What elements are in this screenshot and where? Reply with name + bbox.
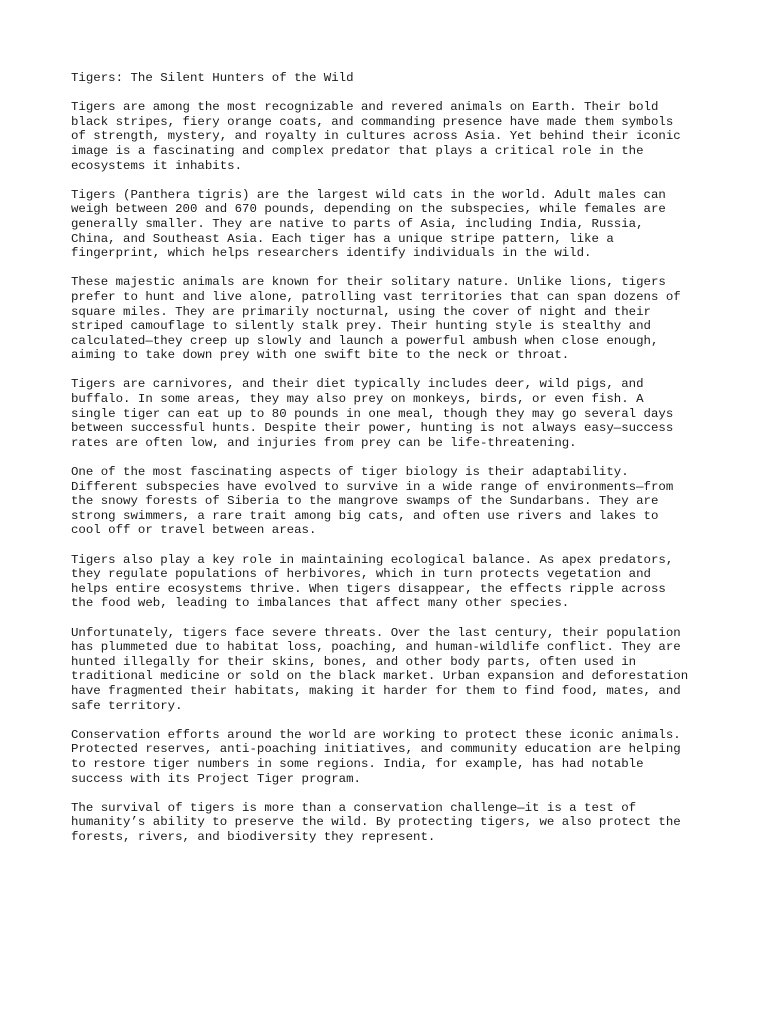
paragraph-conservation: Conservation efforts around the world are working to protect these iconic animals. Protected reserves, anti-poaching initiatives, and community education are helping to restore tiger numbers in some regions. India, for example, has had notable success with its Project Tiger program. xyxy=(71,727,681,786)
paragraph-threats: Unfortunately, tigers face severe threats. Over the last century, their population has plummeted due to habitat loss, poaching, and human-wildlife conflict. They are hunted illegally for their skins, bones, and other body parts, often used in traditional medicine or sold on the black market. Urban expansion and deforestation have fragmented their habitats, making it harder for them to find food, mates, and safe territory. xyxy=(71,625,689,713)
paragraph-conclusion: The survival of tigers is more than a conservation challenge—it is a test of humanity’s ability to preserve the wild. By protecting tigers, we also protect the forests, rivers, and biodiversity they represent. xyxy=(71,800,681,844)
paragraph-adaptability: One of the most fascinating aspects of tiger biology is their adaptability. Different subspecies have evolved to survive in a wide range of environments—from the snowy forests of Siberia to the mangrove swamps of the Sundarbans. They are strong swimmers, a rare trait among big cats, and often use rivers and lakes to cool off or travel between areas. xyxy=(71,465,674,538)
paragraph-behavior: These majestic animals are known for their solitary nature. Unlike lions, tigers prefer to hunt and live alone, patrolling vast territories that can span dozens of square miles. They are primarily nocturnal, using the cover of night and their striped camouflage to silently stalk prey. Their hunting style is stealthy and calculated—they creep up slowly and launch a powerful ambush when close enough, aiming to take down prey with one swift bite to the neck or throat. xyxy=(71,275,681,363)
document-page xyxy=(71,71,711,859)
document-title: Tigers: The Silent Hunters of the Wild xyxy=(71,71,354,85)
paragraph-physical-traits: Tigers (Panthera tigris) are the largest wild cats in the world. Adult males can weigh between 200 and 670 pounds, depending on the subspecies, while females are generally smaller. They are native to parts of Asia, including India, Russia, China, and Southeast Asia. Each tiger has a unique stripe pattern, like a fingerprint, which helps researchers identify individuals in the wild. xyxy=(71,187,666,261)
paragraph-intro: Tigers are among the most recognizable and revered animals on Earth. Their bold black stripes, fiery orange coats, and commanding presence have made them symbols of strength, mystery, and royalty in cultures across Asia. Yet behind their iconic image is a fascinating and complex predator that plays a critical role in the ecosystems it inhabits. xyxy=(71,100,681,173)
paragraph-diet: Tigers are carnivores, and their diet typically includes deer, wild pigs, and buffalo. In some areas, they may also prey on monkeys, birds, or even fish. A single tiger can eat up to 80 pounds in one meal, though they may go several days between successful hunts. Despite their power, hunting is not always easy—success rates are often low, and injuries from prey can be life-threatening. xyxy=(71,377,674,450)
paragraph-ecology: Tigers also play a key role in maintaining ecological balance. As apex predators, they regulate populations of herbivores, which in turn protects vegetation and helps entire ecosystems thrive. When tigers disappear, the effects ripple across the food web, leading to imbalances that affect many other species. xyxy=(71,552,674,611)
